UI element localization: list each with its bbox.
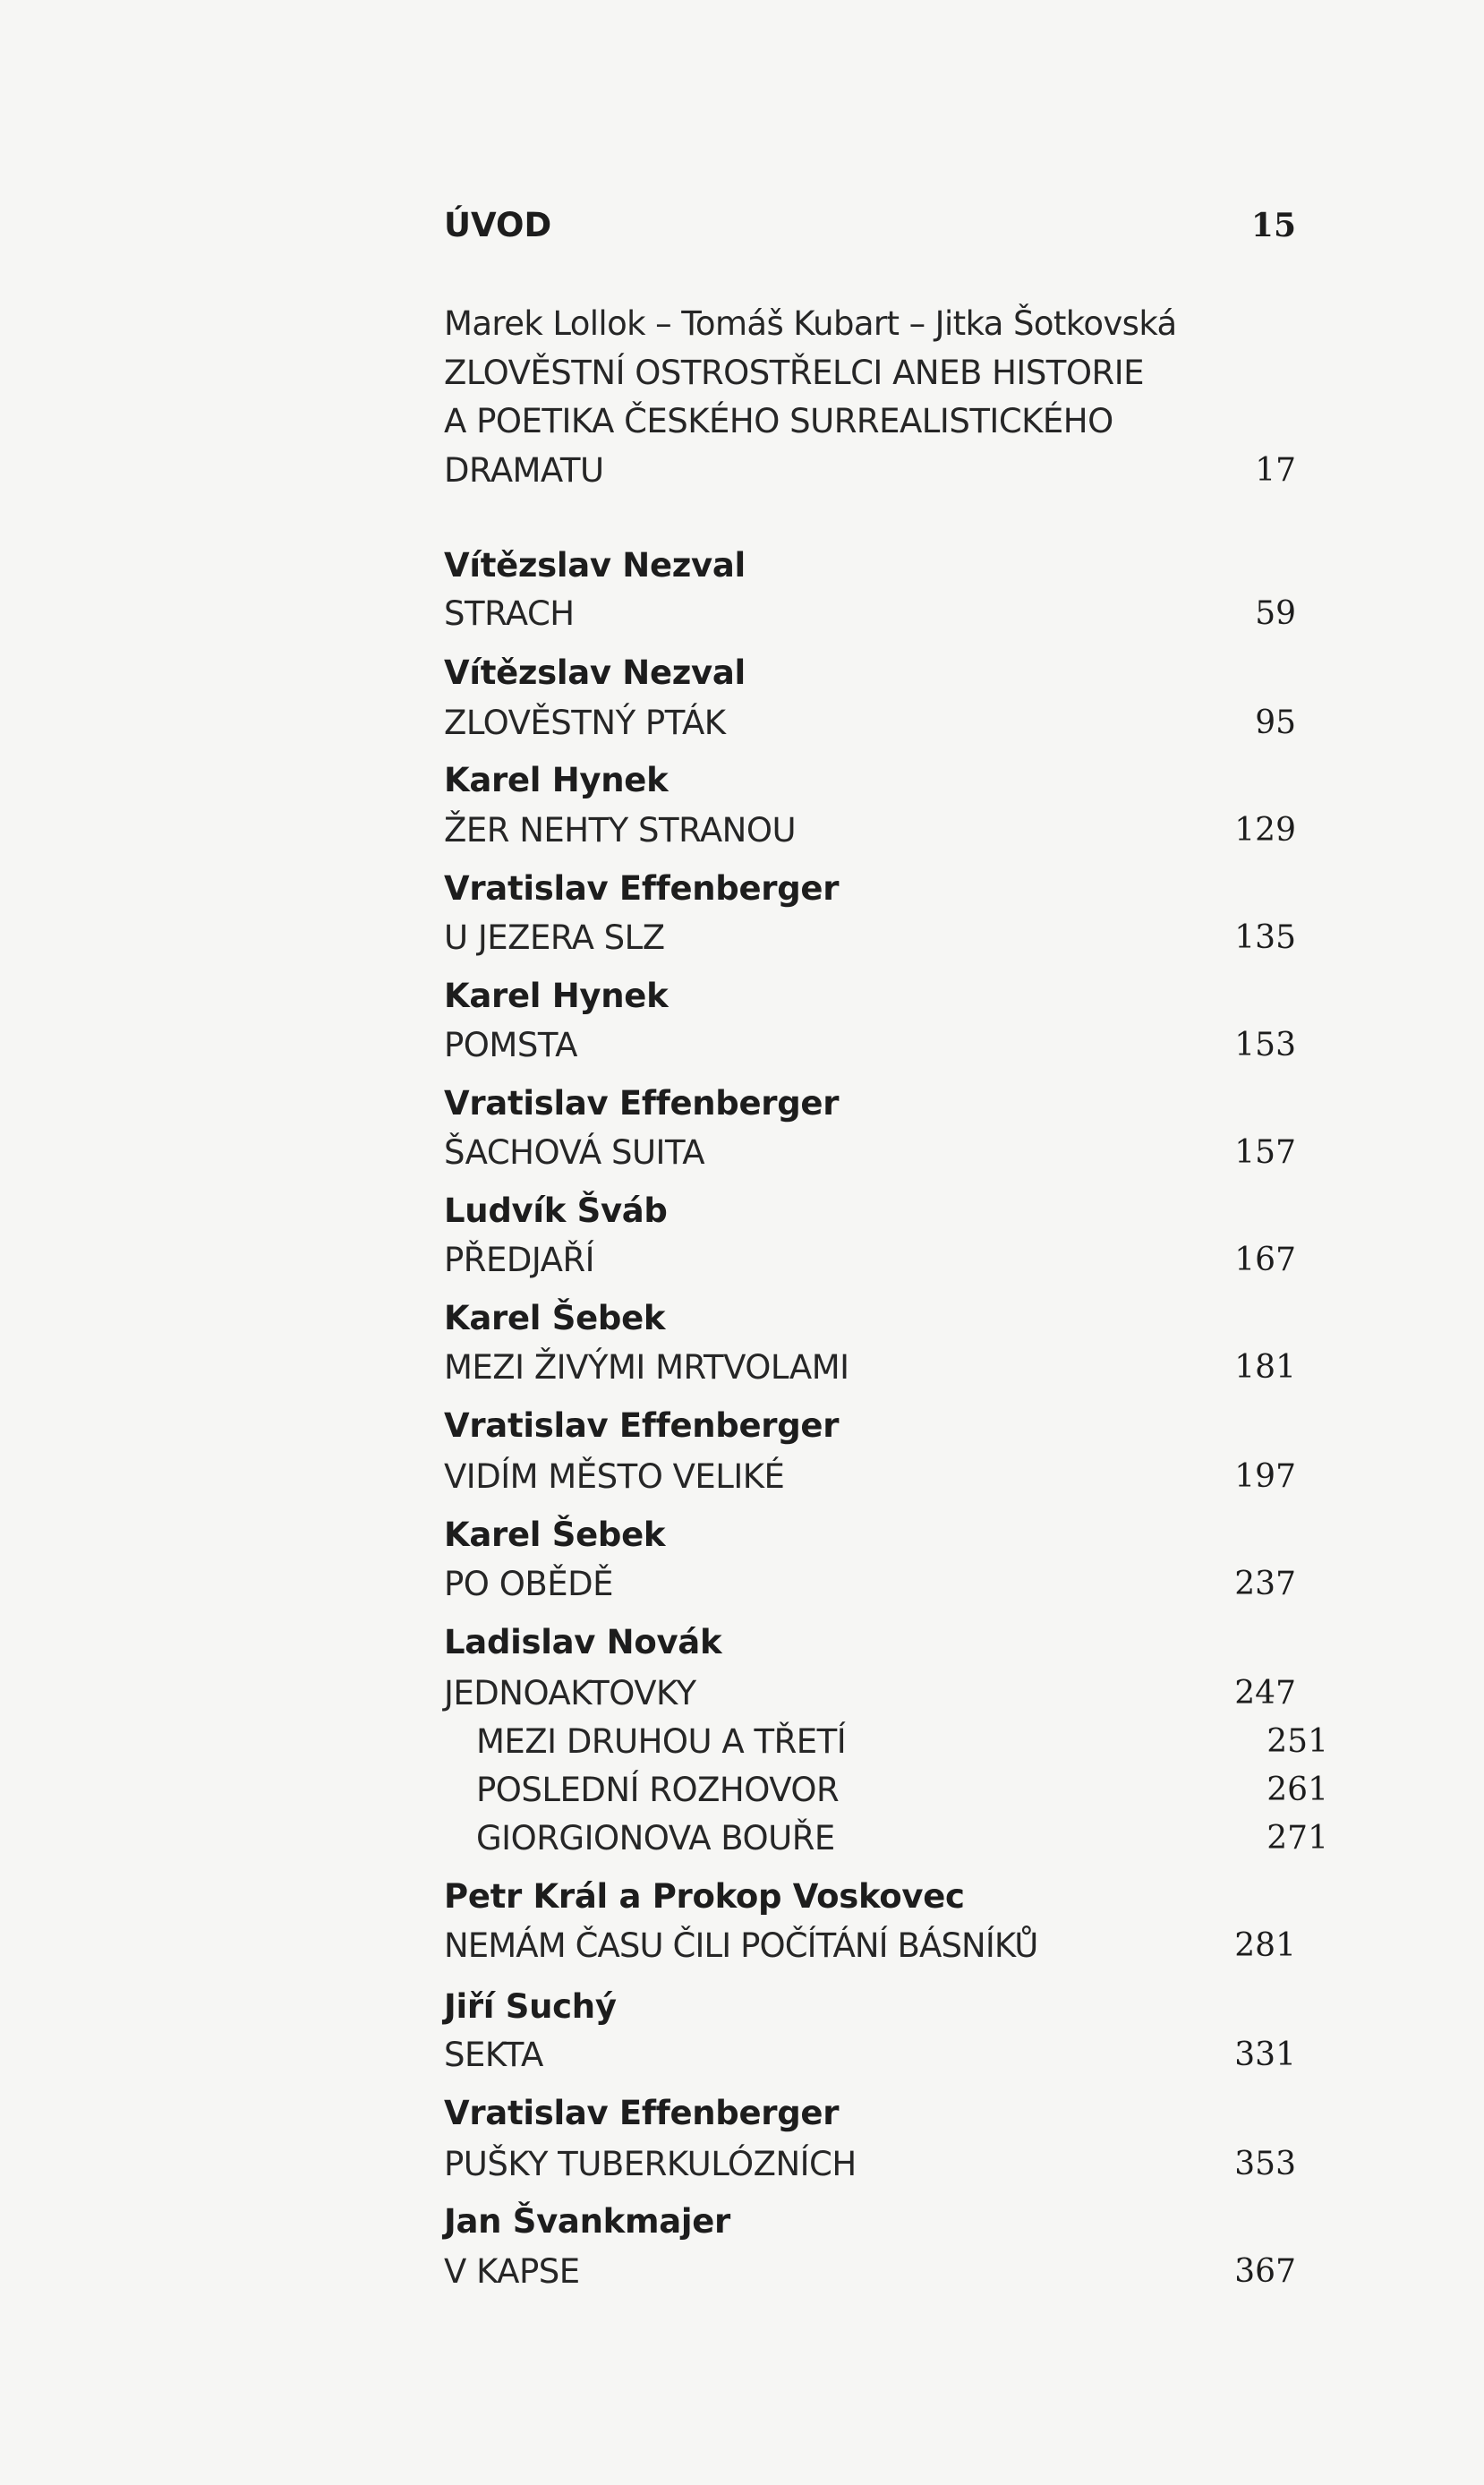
entry-author: Vratislav Effenberger <box>444 869 840 908</box>
entry-title-row <box>444 1561 1296 1608</box>
entry-title: JEDNOAKTOVKY <box>444 1674 696 1712</box>
entry-subitem-page: 261 <box>1267 1772 1328 1808</box>
entry-title-row <box>444 1237 1296 1284</box>
entry-author-row <box>444 1619 1296 1666</box>
entry-title: SEKTA <box>444 2036 543 2074</box>
entry-author: Karel Hynek <box>444 761 669 799</box>
entry-author-row <box>444 1188 1296 1234</box>
entry-title: PUŠKY TUBERKULÓZNÍCH <box>444 2145 857 2183</box>
entry-title: NEMÁM ČASU ČILI POČÍTÁNÍ BÁSNÍKŮ <box>444 1926 1038 1965</box>
entry-author-row <box>444 1984 1296 2030</box>
essay-author: Marek Lollok – Tomáš Kubart – Jitka Šotkovská <box>444 304 1177 343</box>
entry-page: 157 <box>1234 1134 1296 1171</box>
entry-author: Karel Šebek <box>444 1516 666 1554</box>
entry-subitem-row <box>444 1767 1328 1814</box>
entry-author: Vratislav Effenberger <box>444 2094 840 2132</box>
entry-page: 237 <box>1234 1566 1296 1602</box>
entry-title-row <box>444 1670 1296 1717</box>
entry-page: 367 <box>1234 2253 1296 2290</box>
entry-page: 95 <box>1255 705 1296 741</box>
entry-author: Vratislav Effenberger <box>444 1406 840 1445</box>
entry-title: U JEZERA SLZ <box>444 918 665 957</box>
entry-author: Karel Šebek <box>444 1299 666 1337</box>
entry-title: ŽER NEHTY STRANOU <box>444 811 797 850</box>
entry-author-row <box>444 1512 1296 1558</box>
entry-author: Ladislav Novák <box>444 1623 722 1661</box>
entry-author: Vratislav Effenberger <box>444 1084 840 1123</box>
entry-title-row <box>444 1345 1296 1391</box>
entry-title: V KAPSE <box>444 2252 580 2291</box>
entry-subitem-row <box>444 1815 1328 1862</box>
entry-author-row <box>444 2199 1296 2245</box>
entry-author-row <box>444 866 1296 912</box>
entry-title-row <box>444 915 1296 961</box>
entry-page: 247 <box>1234 1675 1296 1712</box>
entry-subitem-title: MEZI DRUHOU A TŘETÍ <box>476 1722 847 1761</box>
entry-author-row <box>444 1403 1296 1449</box>
entry-subitem-page: 251 <box>1267 1723 1328 1760</box>
essay-title-line-3: DRAMATU <box>444 451 604 490</box>
entry-page: 181 <box>1234 1349 1296 1386</box>
entry-author: Jiří Suchý <box>444 1987 617 2026</box>
entry-page: 167 <box>1234 1242 1296 1278</box>
entry-title: MEZI ŽIVÝMI MRTVOLAMI <box>444 1348 849 1387</box>
entry-title-row <box>444 591 1296 637</box>
essay-page: 17 <box>1255 452 1296 489</box>
entry-page: 353 <box>1234 2146 1296 2182</box>
entry-subitem-title: GIORGIONOVA BOUŘE <box>476 1819 835 1857</box>
entry-title-row <box>444 2249 1296 2295</box>
entry-author: Vítězslav Nezval <box>444 546 746 585</box>
toc-intro <box>444 202 1296 249</box>
entry-author-row <box>444 1874 1296 1920</box>
entry-author-row <box>444 757 1296 804</box>
entry-title: STRACH <box>444 594 575 633</box>
entry-title-row <box>444 1923 1296 1969</box>
entry-author-row <box>444 1295 1296 1342</box>
essay-author-row <box>444 301 1296 347</box>
entry-page: 331 <box>1234 2037 1296 2073</box>
entry-title: PŘEDJAŘÍ <box>444 1241 595 1279</box>
essay-title-line-1: ZLOVĚSTNÍ OSTROSTŘELCI ANEB HISTORIE <box>444 354 1145 392</box>
entry-page: 153 <box>1234 1027 1296 1063</box>
essay-title-line <box>444 398 1296 445</box>
entry-author-row <box>444 1080 1296 1127</box>
entry-author-row <box>444 542 1296 589</box>
toc-intro-label: ÚVOD <box>444 206 552 244</box>
entry-title: VIDÍM MĚSTO VELIKÉ <box>444 1457 785 1496</box>
entry-author: Jan Švankmajer <box>444 2202 730 2241</box>
entry-author: Karel Hynek <box>444 977 669 1015</box>
essay-title-line-2: A POETIKA ČESKÉHO SURREALISTICKÉHO <box>444 402 1113 440</box>
entry-title-row <box>444 1454 1296 1500</box>
entry-title-row <box>444 2141 1296 2188</box>
entry-title: ZLOVĚSTNÝ PTÁK <box>444 704 726 742</box>
entry-page: 129 <box>1234 812 1296 849</box>
entry-title-row <box>444 1022 1296 1069</box>
entry-subitem-page: 271 <box>1267 1820 1328 1857</box>
entry-title-row <box>444 700 1296 747</box>
entry-subitem-row <box>444 1719 1328 1765</box>
entry-title-row <box>444 807 1296 854</box>
entry-title: POMSTA <box>444 1026 577 1064</box>
entry-title-row <box>444 2032 1296 2079</box>
entry-author: Petr Král a Prokop Voskovec <box>444 1877 965 1916</box>
entry-author-row <box>444 973 1296 1020</box>
entry-title: PO OBĚDĚ <box>444 1565 613 1603</box>
essay-title-line <box>444 350 1296 397</box>
entry-title-row <box>444 1130 1296 1176</box>
entry-author: Ludvík Šváb <box>444 1191 668 1230</box>
essay-title-line <box>444 448 1296 494</box>
entry-subitem-title: POSLEDNÍ ROZHOVOR <box>476 1771 840 1809</box>
entry-page: 197 <box>1234 1458 1296 1495</box>
entry-page: 135 <box>1234 919 1296 956</box>
entry-author: Vítězslav Nezval <box>444 653 746 692</box>
toc-intro-page: 15 <box>1250 207 1296 244</box>
entry-title: ŠACHOVÁ SUITA <box>444 1133 704 1172</box>
entry-author-row <box>444 650 1296 696</box>
entry-page: 281 <box>1234 1927 1296 1964</box>
entry-author-row <box>444 2090 1296 2137</box>
entry-page: 59 <box>1255 595 1296 632</box>
